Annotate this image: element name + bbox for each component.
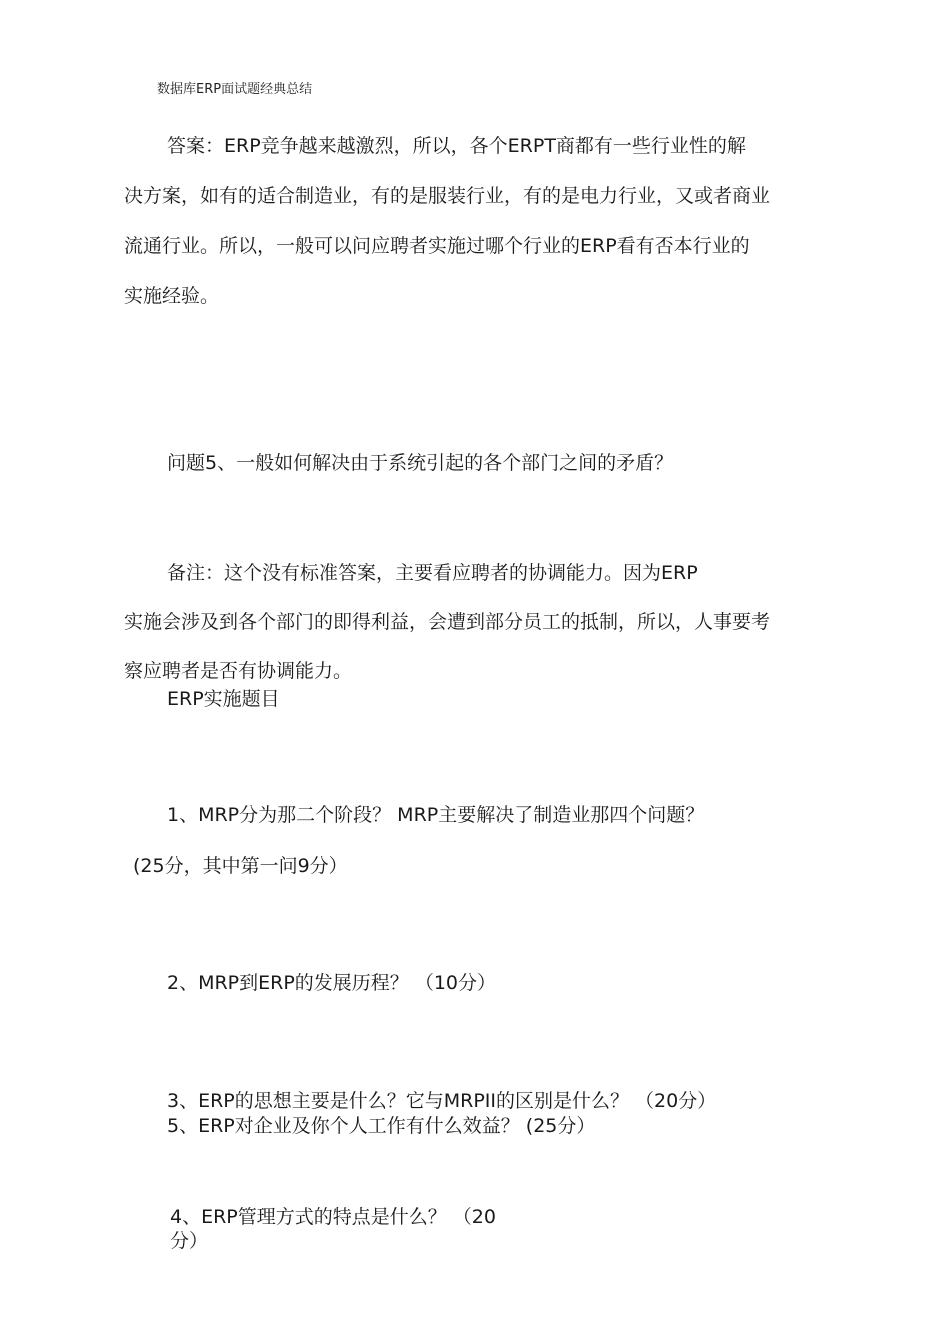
answer-line-3: 流通行业。所以，一般可以问应聘者实施过哪个行业的ERP看有否本行业的: [124, 235, 750, 257]
item-q4-line-2: 分）: [170, 1230, 209, 1252]
item-q1-line-2: (25分，其中第一问9分）: [133, 855, 348, 877]
note-line-2: 实施会涉及到各个部门的即得利益，会遭到部分员工的抵制，所以，人事要考: [124, 611, 771, 633]
item-q4-line-1: 4、ERP管理方式的特点是什么？ （20: [170, 1206, 496, 1228]
section-title: ERP实施题目: [167, 688, 280, 710]
item-q1-line-1: 1、MRP分为那二个阶段？ MRP主要解决了制造业那四个问题？: [167, 804, 705, 826]
page-header: 数据库ERP面试题经典总结: [157, 82, 313, 97]
answer-line-2: 决方案，如有的适合制造业，有的是服装行业，有的是电力行业，又或者商业: [124, 185, 771, 207]
note-line-1: 备注：这个没有标准答案，主要看应聘者的协调能力。因为ERP: [167, 562, 698, 584]
answer-line-1: 答案：ERP竞争越来越激烈，所以，各个ERPT商都有一些行业性的解: [167, 135, 746, 157]
question-5: 问题5、一般如何解决由于系统引起的各个部门之间的矛盾？: [167, 452, 674, 474]
item-q3: 3、ERP的思想主要是什么？它与MRPII的区别是什么？ （20分）: [167, 1090, 717, 1112]
note-line-3: 察应聘者是否有协调能力。: [124, 660, 353, 682]
item-q2: 2、MRP到ERP的发展历程？ （10分）: [167, 972, 497, 994]
answer-line-4: 实施经验。: [124, 285, 220, 307]
item-q5: 5、ERP对企业及你个人工作有什么效益？ (25分）: [167, 1115, 596, 1137]
